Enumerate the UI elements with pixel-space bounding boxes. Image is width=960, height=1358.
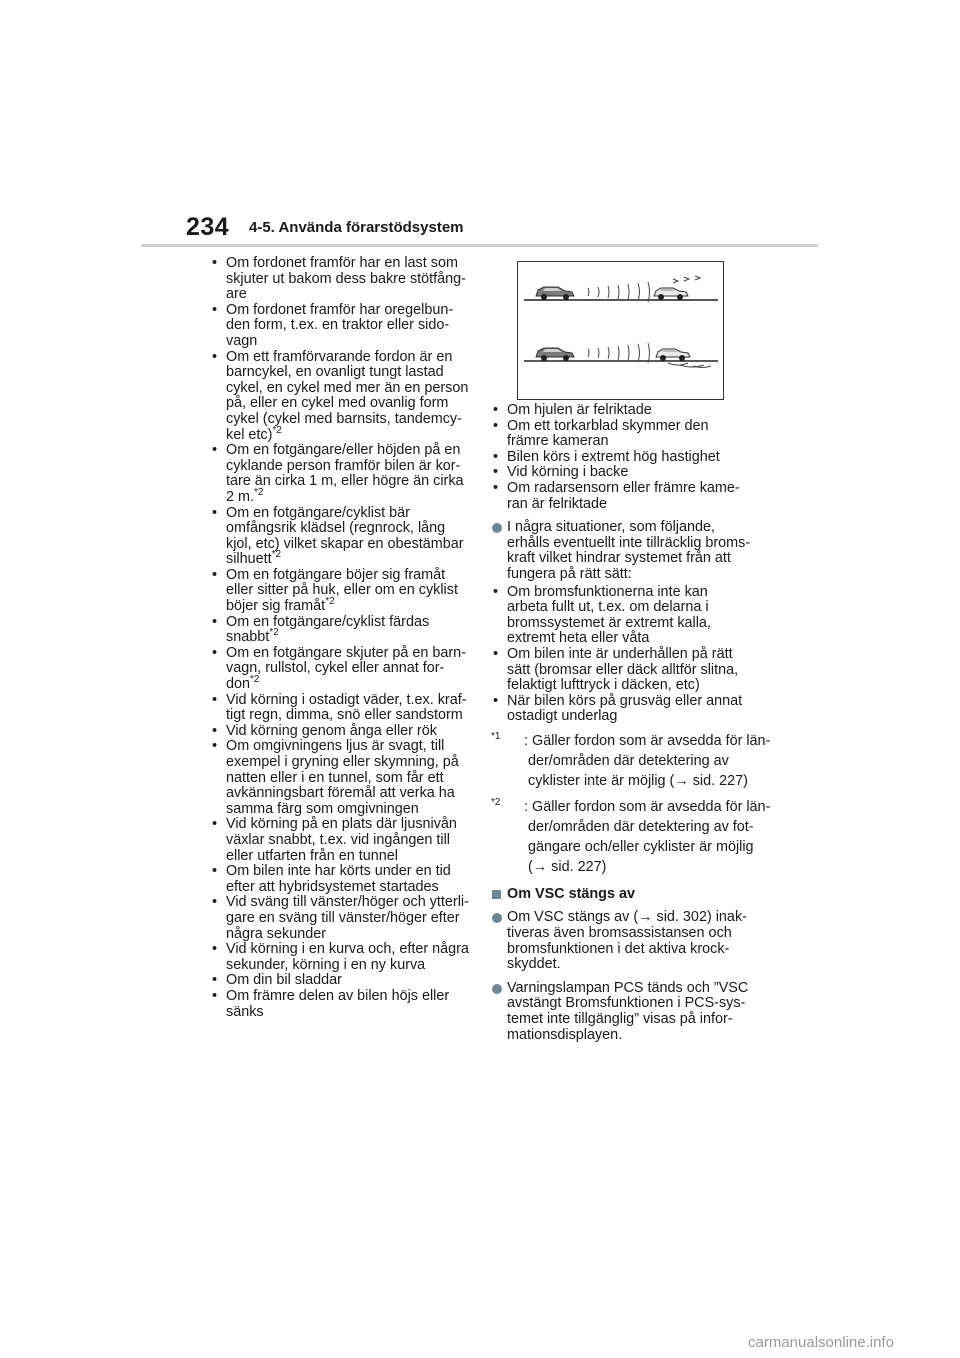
bullet-item (210, 724, 472, 740)
watermark-link[interactable]: carmanualsonline.info (748, 1334, 894, 1351)
text-line: • Vid körning i backe (507, 464, 629, 481)
bullet-item (210, 739, 472, 817)
text-line: omfångsrik klädsel (regnrock, lång (226, 520, 446, 537)
bullet-item (491, 585, 759, 647)
text-line: • Om fordonet framför har en last som (226, 255, 458, 271)
footnote-2 (491, 796, 771, 877)
bullet-item (491, 419, 759, 450)
text-line: • Vid körning i en kurva och, efter några (226, 941, 469, 958)
text-line (226, 486, 472, 506)
own-car-bottom (536, 348, 574, 361)
bullet-item (491, 450, 759, 466)
bullet-item (210, 942, 472, 973)
text-line: tiveras även bromsassistansen och (507, 925, 732, 942)
braking-bullet-list (491, 585, 759, 725)
text-line: fungera på rätt sätt: (507, 565, 632, 582)
footnote-reference: *2 (254, 486, 264, 498)
vsc-heading: Om VSC stängs av (507, 885, 635, 902)
vsc-paragraph-1 (491, 910, 759, 972)
text-line: • Om främre delen av bilen höjs eller (226, 987, 450, 1004)
bullet-item (210, 693, 472, 724)
text-line: avkänningsbart föremål att verka ha (226, 785, 455, 802)
text-line: • Om en fotgängare/cyklist bär (226, 504, 410, 521)
footnote-reference: *2 (250, 674, 260, 686)
circle-bullet-icon (492, 984, 502, 994)
text-line: vagn (226, 332, 258, 349)
left-bullet-list (210, 256, 472, 1020)
text-line: • Om radarsensorn eller främre kame- (507, 479, 740, 496)
text-line: der/områden där detektering av fot- (528, 818, 754, 835)
bullet-item (491, 465, 759, 481)
text-line: • Vid körning på en plats där ljusnivån (226, 816, 457, 833)
text-line: avstängt Bromsfunktionen i PCS-sys- (507, 995, 746, 1012)
text-line: • Om ett framförvarande fordon är en (226, 348, 453, 365)
text-line: vagn, rullstol, cykel eller annat for- (226, 660, 445, 677)
target-car-bottom (656, 349, 690, 361)
text-line: der/områden där detektering av (528, 752, 729, 769)
text-line: växlar snabbt, t.ex. vid ingången till (226, 831, 450, 848)
text-line: (→ sid. 227) (528, 858, 607, 875)
text-line: efter att hybridsystemet startades (226, 878, 439, 895)
text-line: • Om en fotgängare böjer sig framåt (226, 566, 446, 583)
text-line: på, eller en cykel med ovanlig form (226, 395, 449, 412)
radar-waves-top (588, 276, 700, 302)
braking-paragraph (491, 520, 759, 582)
footnote-reference: *2 (272, 424, 282, 436)
text-line: • Om omgivningens ljus är svagt, till (226, 738, 445, 755)
text-line (226, 674, 472, 693)
vsc-paragraph-2 (491, 981, 759, 1043)
text-line: skyddet. (507, 956, 561, 973)
bullet-item (210, 350, 472, 444)
text-line: sätt (bromsar eller däck alltför slitna, (507, 661, 739, 678)
left-column (210, 256, 472, 1020)
footnote-marker: *1 (491, 730, 501, 742)
vehicle-detection-diagram (518, 262, 723, 399)
text-line: cyklister inte är möjlig (→ sid. 227) (528, 772, 748, 789)
section-title: 4-5. Använda förarstödsystem (249, 219, 464, 236)
text-line: • Om din bil sladdar (226, 972, 342, 989)
text-line: • Om bilen inte är underhållen på rätt (507, 645, 733, 662)
bullet-item (491, 647, 759, 694)
bullet-item (210, 864, 472, 895)
text-line: mationsdisplayen. (507, 1026, 623, 1043)
text-line: • Om en fotgängare/cyklist färdas (226, 613, 430, 630)
bullet-item (210, 443, 472, 505)
text-line: gare en sväng till vänster/höger efter (226, 909, 460, 926)
text-line: exempel i gryning eller skymning, på (226, 754, 459, 770)
text-line: extremt heta eller våta (507, 630, 650, 647)
line-text: 2 m. (226, 488, 254, 505)
footnote-marker: *2 (491, 796, 501, 808)
text-line: erhålls eventuellt inte tillräcklig broms- (507, 534, 751, 551)
text-line: arbeta fullt ut, t.ex. om delarna i (507, 599, 709, 616)
text-line: tigt regn, dimma, snö eller sandstorm (226, 707, 463, 724)
bullet-item (210, 973, 472, 989)
text-line: barncykel, en ovanligt tungt lastad (226, 364, 444, 381)
text-line: eller sitter på huk, eller om en cyklist (226, 582, 458, 599)
text-line: natten eller i en tunnel, som får ett (226, 769, 444, 786)
text-line: skjuter ut bakom dess bakre stötfång- (226, 270, 466, 287)
footnote-1 (491, 730, 771, 791)
text-line: cykel (cykel med barnsits, tandemcy- (226, 410, 462, 427)
text-line: bromsfunktionen i det aktiva krock- (507, 940, 730, 957)
line-text: böjer sig framåt (226, 598, 326, 615)
text-line: • Om hjulen är felriktade (507, 402, 652, 418)
text-line: • Vid sväng till vänster/höger och ytterli- (226, 894, 469, 911)
bullet-item (210, 568, 472, 615)
circle-bullet-icon (492, 913, 502, 923)
own-car-top (536, 287, 574, 300)
text-line: • Vid körning i ostadigt väder, t.ex. kraf- (226, 691, 467, 708)
text-line: cyklande person framför bilen är kor- (226, 457, 461, 474)
line-text: snabbt (226, 629, 270, 646)
text-line: tare än cirka 1 m, eller högre än cirka (226, 473, 464, 490)
circle-bullet-icon (492, 523, 502, 533)
text-line: • Om bromsfunktionerna inte kan (507, 583, 708, 600)
target-car-top (654, 288, 688, 300)
bullet-item (210, 895, 472, 942)
header-divider (141, 244, 818, 247)
text-line: • Om fordonet framför har oregelbun- (226, 301, 454, 318)
text-line: sekunder, körning i en ny kurva (226, 956, 426, 973)
bullet-item (491, 694, 759, 725)
text-line: • Om bilen inte har körts under en tid (226, 863, 451, 880)
text-line: Om VSC stängs av (→ sid. 302) inak- (507, 909, 747, 926)
line-text: kel etc) (226, 426, 273, 443)
text-line: • Om en fotgängare skjuter på en barn- (226, 644, 466, 661)
text-line: are (226, 286, 247, 303)
text-line: • Om en fotgängare/eller höjden på en (226, 442, 461, 459)
square-bullet-icon (492, 890, 501, 899)
line-text: don (226, 676, 251, 693)
vsc-heading-block (491, 887, 759, 903)
text-line: kraft vilket hindrar systemet från att (507, 550, 731, 567)
bullet-item (210, 506, 472, 568)
footnote-reference: *2 (269, 627, 279, 639)
vehicle-illustration (517, 261, 724, 400)
radar-waves-bottom (588, 343, 711, 368)
line-text: silhuett (226, 551, 272, 568)
text-line (226, 549, 472, 568)
bullet-item (210, 303, 472, 350)
text-line: • Vid körning genom ånga eller rök (226, 722, 437, 739)
page-number: 234 (186, 213, 230, 241)
text-line: kjol, etc) vilket skapar en obestämbar (226, 535, 464, 552)
text-line (226, 627, 472, 646)
bullet-item (491, 403, 759, 419)
text-line: cykel, en cykel med mer än en person (226, 379, 469, 396)
right-bullet-list (491, 403, 759, 512)
bullet-item (210, 817, 472, 864)
bullet-item (491, 481, 759, 512)
text-line: : Gäller fordon som är avsedda för län- (524, 798, 771, 815)
text-line: • Bilen körs i extremt hög hastighet (507, 448, 720, 465)
text-line (226, 596, 472, 615)
bullet-item (210, 256, 472, 303)
right-column (491, 402, 771, 1043)
bullet-item (210, 615, 472, 646)
text-line: samma färg som omgivningen (226, 800, 419, 817)
text-line: den form, t.ex. en traktor eller sido- (226, 317, 450, 334)
text-line: några sekunder (226, 925, 327, 942)
text-line: • När bilen körs på grusväg eller annat (507, 692, 743, 709)
footnote-reference: *2 (325, 596, 335, 608)
text-line: Varningslampan PCS tänds och ”VSC (507, 979, 749, 996)
text-line: I några situationer, som följande, (507, 519, 715, 536)
footnote-reference: *2 (271, 549, 282, 561)
text-line: : Gäller fordon som är avsedda för län- (524, 732, 771, 749)
bullet-item (210, 646, 472, 693)
text-line: främre kameran (507, 433, 609, 450)
text-line: • Om ett torkarblad skymmer den (507, 417, 709, 434)
text-line: felaktigt lufttryck i däcken, etc) (507, 677, 700, 694)
text-line: sänks (226, 1003, 264, 1020)
text-line: ran är felriktade (507, 495, 607, 512)
text-line: bromssystemet är extremt kalla, (507, 614, 711, 631)
text-line: temet inte tillgänglig” visas på infor- (507, 1011, 733, 1028)
bullet-item (210, 989, 472, 1020)
text-line: eller utfarten från en tunnel (226, 847, 398, 864)
text-line: gängare och/eller cyklister är möjlig (528, 838, 754, 855)
text-line: ostadigt underlag (507, 708, 618, 725)
text-line (226, 424, 472, 444)
